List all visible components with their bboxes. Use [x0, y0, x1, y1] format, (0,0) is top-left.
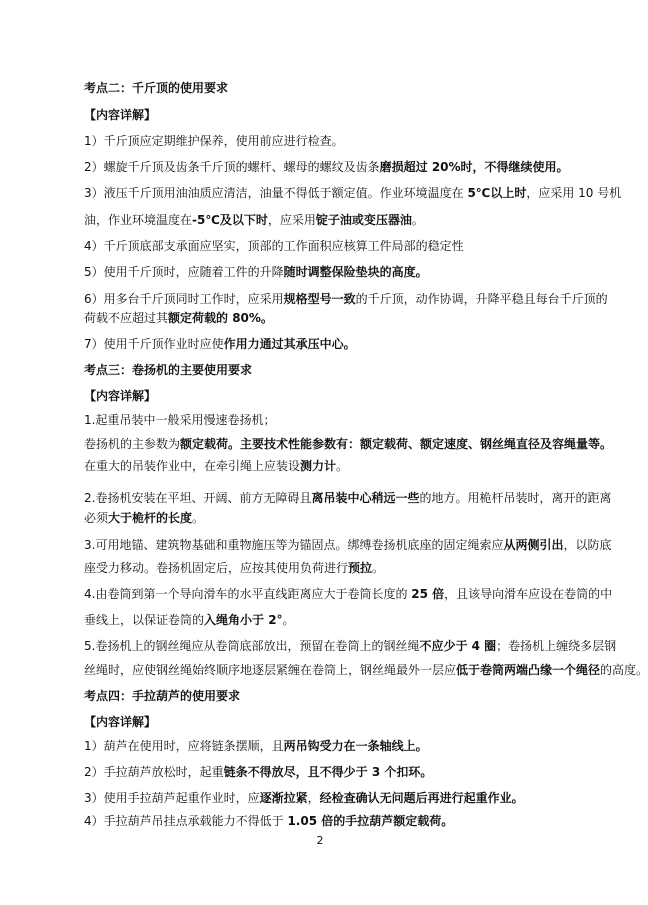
paragraph-line: 7）使用千斤顶作业时应使作用力通过其承压中心。	[84, 337, 356, 351]
paragraph-line: 卷扬机的主参数为额定载荷。主要技术性能参数有：额定载荷、额定速度、钢丝绳直径及容绳量等。	[84, 437, 613, 451]
paragraph-line: 5.卷扬机上的钢丝绳应从卷筒底部放出，预留在卷筒上的钢丝绳不应少于 4 圈；卷扬机上缠绕多层钢	[84, 639, 617, 653]
paragraph-line: 6）用多台千斤顶同时工作时，应采用规格型号一致的千斤顶，动作协调，升降平稳且每台千斤顶的	[84, 292, 608, 306]
section-title-chain-hoist: 考点四：手拉葫芦的使用要求	[84, 689, 241, 703]
paragraph-line: 油，作业环境温度在-5℃及以下时，应采用锭子油或变压器油。	[84, 213, 424, 227]
paragraph-line: 1）葫芦在使用时，应将链条摆顺，且两吊钩受力在一条轴线上。	[84, 739, 428, 753]
paragraph-line: 在重大的吊装作业中，在牵引绳上应装设测力计。	[84, 459, 349, 473]
paragraph-line: 1.起重吊装中一般采用慢速卷扬机；	[84, 413, 276, 427]
paragraph-line: 必须大于桅杆的长度。	[84, 511, 205, 525]
paragraph-line: 2）螺旋千斤顶及齿条千斤顶的螺杆、螺母的螺纹及齿条磨损超过 20%时，不得继续使用。	[84, 160, 569, 174]
paragraph-line: 5）使用千斤顶时，应随着工件的升降随时调整保险垫块的高度。	[84, 265, 428, 279]
paragraph-line: 2.卷扬机安装在平坦、开阔、前方无障碍且离吊装中心稍远一些的地方。用桅杆吊装时，离开的距离	[84, 491, 612, 505]
paragraph-line: 荷载不应超过其额定荷载的 80%。	[84, 311, 273, 325]
paragraph-line: 座受力移动。卷扬机固定后，应按其使用负荷进行预拉。	[84, 561, 385, 575]
paragraph-line: 4.由卷筒到第一个导向滑车的水平直线距离应大于卷筒长度的 25 倍，且该导向滑车应设在卷筒的中	[84, 587, 613, 601]
paragraph-line: 4）千斤顶底部支承面应坚实，顶部的工作面积应核算工件局部的稳定性	[84, 239, 464, 253]
page-number: 2	[316, 834, 324, 847]
section-detail-label: 【内容详解】	[84, 715, 157, 729]
paragraph-line: 垂线上，以保证卷筒的入绳角小于 2°。	[84, 613, 295, 627]
section-detail-label: 【内容详解】	[84, 389, 157, 403]
paragraph-line: 3）液压千斤顶用油油质应清洁，油量不得低于额定值。作业环境温度在 5℃以上时，应采用 10 号机	[84, 186, 622, 200]
paragraph-line: 2）手拉葫芦放松时，起重链条不得放尽，且不得少于 3 个扣环。	[84, 765, 433, 779]
paragraph-line: 3）使用手拉葫芦起重作业时，应逐渐拉紧，经检查确认无问题后再进行起重作业。	[84, 791, 524, 805]
paragraph-line: 3.可用地锚、建筑物基础和重物施压等为锚固点。绑缚卷扬机底座的固定绳索应从两侧引出，以防底	[84, 538, 612, 552]
section-title-jacks: 考点二：千斤顶的使用要求	[84, 81, 229, 95]
paragraph-line: 1）千斤顶应定期维护保养，使用前应进行检查。	[84, 134, 344, 148]
paragraph-line: 丝绳时，应使钢丝绳始终顺序地逐层紧缠在卷筒上，钢丝绳最外一层应低于卷筒两端凸缘一个绳径的高度。	[84, 663, 648, 677]
section-detail-label: 【内容详解】	[84, 108, 157, 122]
section-title-winch: 考点三：卷扬机的主要使用要求	[84, 363, 253, 377]
paragraph-line: 4）手拉葫芦吊挂点承载能力不得低于 1.05 倍的手拉葫芦额定载荷。	[84, 814, 454, 828]
